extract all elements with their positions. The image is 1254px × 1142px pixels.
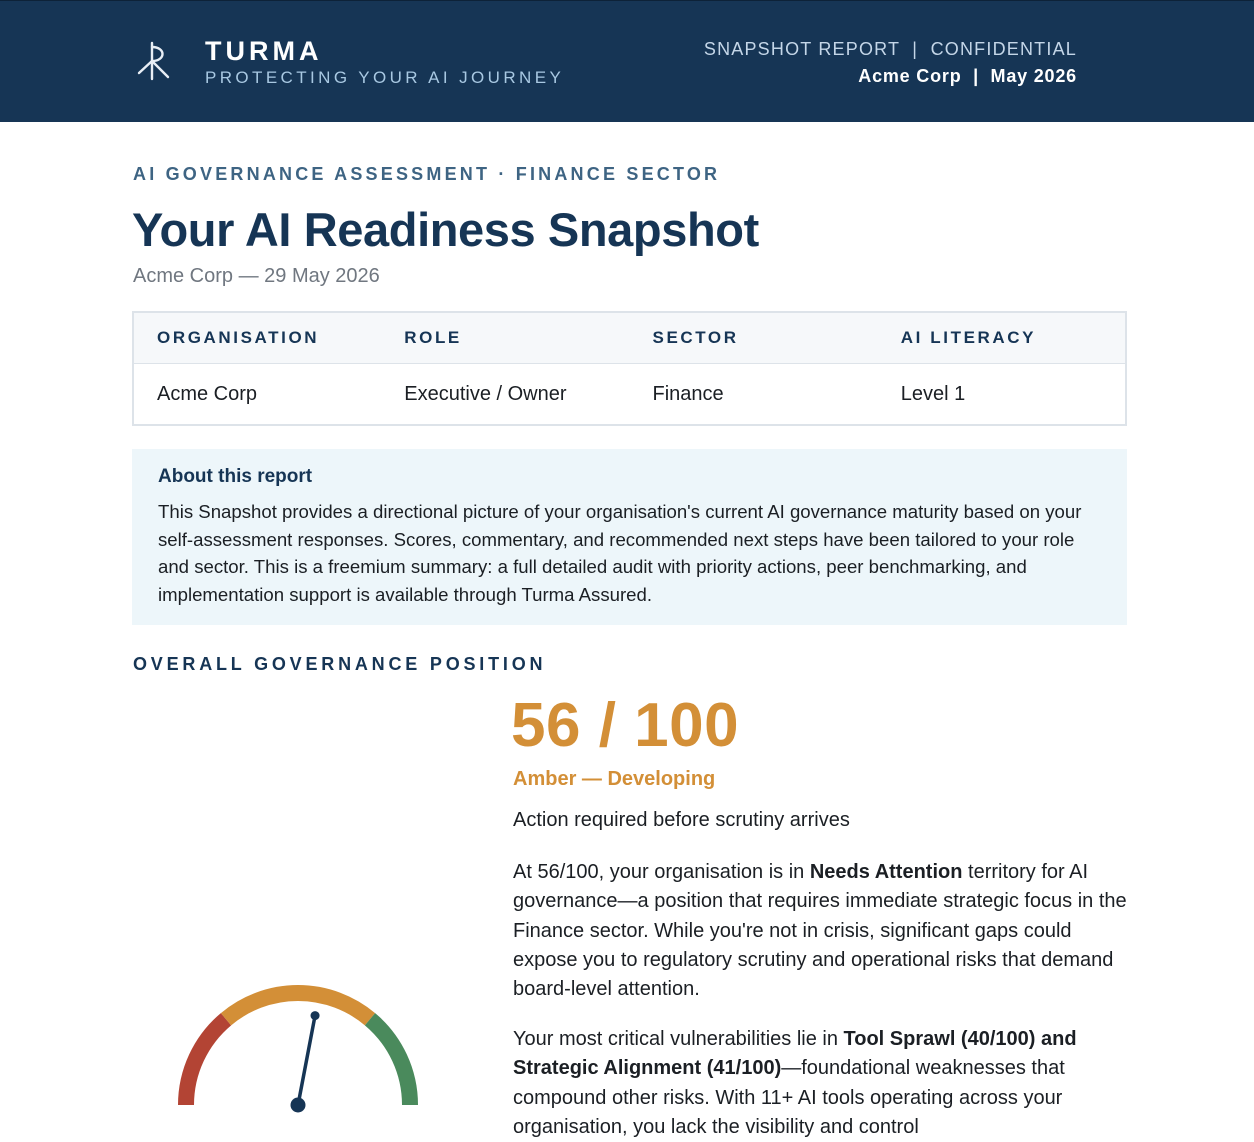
gauge-segment-green [370, 1019, 410, 1105]
cell-sector: Finance [652, 382, 724, 405]
about-body: This Snapshot provides a directional picture of your organisation's current AI governance maturity based on your self-assessment responses. Scores, commentary, and recommended next steps have been tailored to your role and sector. This is a freemium summary: a full detailed audit with priority actions, peer benchmarking, and implementation support is available through Turma Assured. [158, 501, 1082, 605]
gauge-needle [298, 1016, 315, 1105]
report-org-date: Acme Corp | May 2026 [858, 66, 1077, 86]
column-header-sector: SECTOR [630, 312, 878, 364]
turma-rune-icon [136, 41, 172, 81]
brand-tagline: PROTECTING YOUR AI JOURNEY [205, 68, 565, 87]
overall-score: 56 / 100 [511, 691, 740, 760]
column-header-organisation: ORGANISATION [133, 312, 381, 364]
table-header-row [133, 312, 1126, 364]
column-header-role: ROLE [381, 312, 629, 364]
gauge-segment-amber [226, 993, 370, 1019]
summary-paragraph-1 [513, 858, 1133, 1004]
para2-emphasis: Tool Sprawl (40/100) and Strategic Alignment (41/100) [513, 1028, 1077, 1080]
summary-paragraph-2 [513, 1025, 1133, 1142]
table-row [133, 364, 1126, 426]
about-report-box [132, 449, 1127, 625]
column-header-ai-literacy: AI LITERACY [878, 312, 1126, 364]
score-tagline: Action required before scrutiny arrives [513, 809, 850, 831]
cell-organisation: Acme Corp [157, 382, 258, 405]
page-title: Your AI Readiness Snapshot [132, 203, 759, 256]
para1-emphasis: Needs Attention [809, 861, 963, 883]
brand-name: TURMA [205, 36, 323, 66]
gauge-segment-red [186, 1019, 226, 1105]
para2-text-c: —foundational weaknesses that compound other risks. With 11+ AI tools operating across your organisation, you lack the visibility and control [513, 1057, 1065, 1138]
report-header [0, 0, 1254, 122]
para1-text-c: territory for AI governance—a position that requires immediate strategic focus in the Finance sector. While you're not in crisis, significant gaps could expose you to regulatory scrutiny and operational risks that demand board-level attention. [513, 861, 1127, 1001]
report-meta: SNAPSHOT REPORT | CONFIDENTIAL [703, 39, 1077, 59]
about-heading: About this report [158, 466, 313, 487]
profile-table [132, 311, 1127, 426]
score-gauge [160, 960, 440, 1120]
section-heading-overall: OVERALL GOVERNANCE POSITION [133, 654, 547, 674]
para2-text-a: Your most critical vulnerabilities lie in [513, 1028, 844, 1050]
score-status: Amber — Developing [513, 768, 716, 790]
report-meta-block [704, 39, 1077, 87]
assessment-eyebrow: AI GOVERNANCE ASSESSMENT · FINANCE SECTOR [133, 164, 721, 184]
para1-text-a: At 56/100, your organisation is in [513, 861, 810, 883]
cell-role: Executive / Owner [404, 382, 567, 405]
gauge-hub [291, 1098, 306, 1113]
cell-ai-literacy: Level 1 [900, 382, 966, 405]
gauge-needle-tip [311, 1011, 320, 1020]
page-subtitle: Acme Corp — 29 May 2026 [133, 265, 380, 287]
